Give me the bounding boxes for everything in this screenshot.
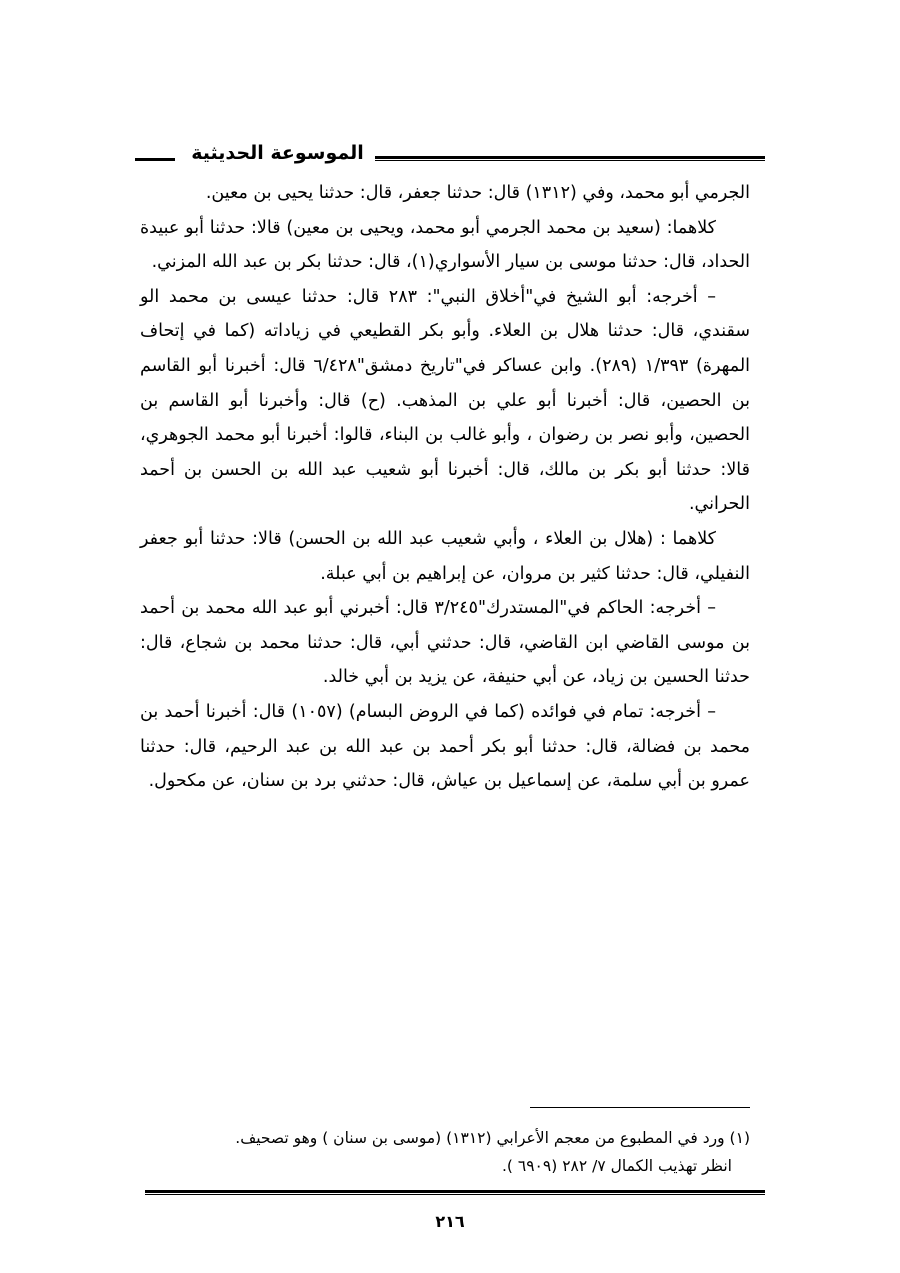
paragraph: كلاهما: (سعيد بن محمد الجرمي أبو محمد، ويحيى بن معين) قالا: حدثنا أبو عبيدة الحداد، قال: حدثنا موسى بن سيار الأسواري(١)، قال: حدثنا بكر بن عبد الله المزني. <box>140 217 750 273</box>
paragraph: – أخرجه: أبو الشيخ في"أخلاق النبي": ٢٨٣ قال: حدثنا عيسى بن محمد الو سقندي، قال: حدثنا هلال بن العلاء. وأبو بكر القطيعي في زياداته (كما في إتحاف المهرة) ١/٣٩٣ (٢٨٩). وابن عساكر في"تاريخ دمشق"٦/٤٢٨ قال: أخبرنا أبو القاسم بن الحصين، قال: أخبرنا أبو علي بن المذهب. (ح) قال: وأخبرنا أبو القاسم بن الحصين، وأبو نصر بن رضوان ، وأبو غالب بن البناء، قالوا: أخبرنا أبو محمد الجوهري، قالا: حدثنا أبو بكر بن مالك، قال: أخبرنا أبو شعيب عبد الله بن الحسن بن أحمد الحراني. <box>140 286 751 515</box>
header-rule-long <box>375 156 765 161</box>
main-text <box>140 176 750 799</box>
paragraph: كلاهما : (هلال بن العلاء ، وأبي شعيب عبد الله بن الحسن) قالا: حدثنا أبو جعفر النفيلي، قال: حدثنا كثير بن مروان، عن إبراهيم بن أبي عبلة. <box>140 528 750 584</box>
footnote-separator <box>530 1107 750 1108</box>
paragraph: – أخرجه: الحاكم في"المستدرك"٣/٢٤٥ قال: أخبرني أبو عبد الله محمد بن أحمد بن موسى القاضي ابن القاضي، قال: حدثني أبي، قال: حدثنا محمد بن شجاع، قال: حدثنا الحسين بن زياد، عن أبي حنيفة، عن يزيد بن أبي خالد. <box>140 598 750 688</box>
paragraph: الجرمي أبو محمد، وفي (١٣١٢) قال: حدثنا جعفر، قال: حدثنا يحيى بن معين. <box>205 183 750 203</box>
page-number: ٢١٦ <box>435 1212 465 1231</box>
header-title: الموسوعة الحديثية <box>191 142 364 164</box>
footer-rule <box>145 1190 765 1195</box>
footnote-line: (١) ورد في المطبوع من معجم الأعرابي (١٣١٢) (موسى بن سنان ) وهو تصحيف. <box>235 1129 750 1147</box>
header-rule-short <box>135 158 175 161</box>
footnote-line: انظر تهذيب الكمال ٧/ ٢٨٢ (٦٩٠٩ ). <box>501 1157 732 1175</box>
paragraph: – أخرجه: تمام في فوائده (كما في الروض البسام) (١٠٥٧) قال: أخبرنا أحمد بن محمد بن فضالة، قال: حدثنا أبو بكر أحمد بن عبد الله بن عبد الرحيم، قال: حدثنا عمرو بن أبي سلمة، عن إسماعيل بن عياش، قال: حدثني برد بن سنان، عن مكحول. <box>140 701 750 792</box>
footnotes <box>145 1124 750 1180</box>
running-header <box>135 136 765 176</box>
